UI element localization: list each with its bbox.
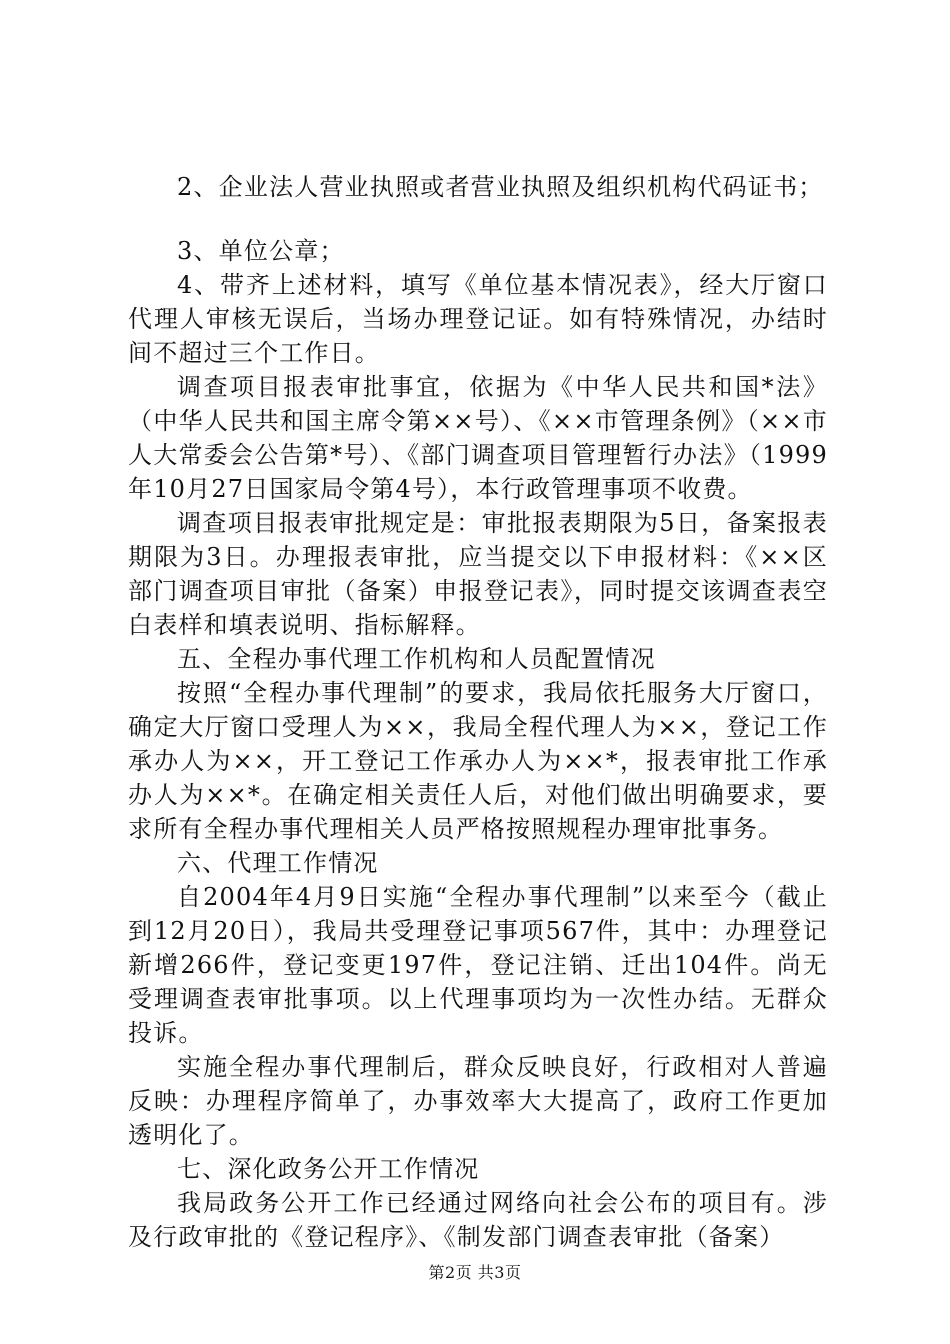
paragraph-staffing: 按照“全程办事代理制”的要求，我局依托服务大厅窗口，确定大厅窗口受理人为××，我局全程代理人为××，登记工作承办人为××，开工登记工作承办人为××*，报表审批工作承办人为××*。在确定相关责任人后，对他们做出明确要求，要求所有全程办事代理相关人员严格按照规程办理审批事务。	[128, 679, 828, 843]
paragraph-material-4: 4、带齐上述材料，填写《单位基本情况表》，经大厅窗口代理人审核无误后，当场办理登记证。如有特殊情况，办结时间不超过三个工作日。	[128, 271, 828, 367]
paragraph-public-feedback: 实施全程办事代理制后，群众反映良好，行政相对人普遍反映：办理程序简单了，办事效率大大提高了，政府工作更加透明化了。	[128, 1053, 828, 1149]
paragraph-survey-rules: 调查项目报表审批规定是：审批报表期限为5日，备案报表期限为3日。办理报表审批，应当提交以下申报材料：《××区部门调查项目审批（备案）申报登记表》，同时提交该调查表空白表样和填表说明、指标解释。	[128, 509, 828, 639]
section-heading-5: 五、全程办事代理工作机构和人员配置情况	[177, 645, 656, 673]
paragraph-agency-stats: 自2004年4月9日实施“全程办事代理制”以来至今（截止到12月20日），我局共受理登记事项567件，其中：办理登记新增266件，登记变更197件，登记注销、迁出104件。尚无受理调查表审批事项。以上代理事项均为一次性办结。无群众投诉。	[128, 883, 828, 1047]
paragraph-material-2: 2、企业法人营业执照或者营业执照及组织机构代码证书；	[177, 173, 824, 201]
paragraph-disclosure: 我局政务公开工作已经通过网络向社会公布的项目有。涉及行政审批的《登记程序》、《制发部门调查表审批（备案）	[128, 1189, 828, 1251]
paragraph-survey-basis: 调查项目报表审批事宜，依据为《中华人民共和国*法》（中华人民共和国主席令第××号）、《××市管理条例》（××市人大常委会公告第*号）、《部门调查项目管理暂行办法》（1999年10月27日国家局令第4号），本行政管理事项不收费。	[128, 373, 828, 503]
paragraph-material-3: 3、单位公章；	[177, 237, 345, 265]
document-body	[128, 170, 828, 1254]
page-number-footer: 第2页 共3页	[428, 1263, 522, 1282]
section-heading-6: 六、代理工作情况	[177, 849, 379, 877]
section-heading-7: 七、深化政务公开工作情况	[177, 1155, 480, 1183]
